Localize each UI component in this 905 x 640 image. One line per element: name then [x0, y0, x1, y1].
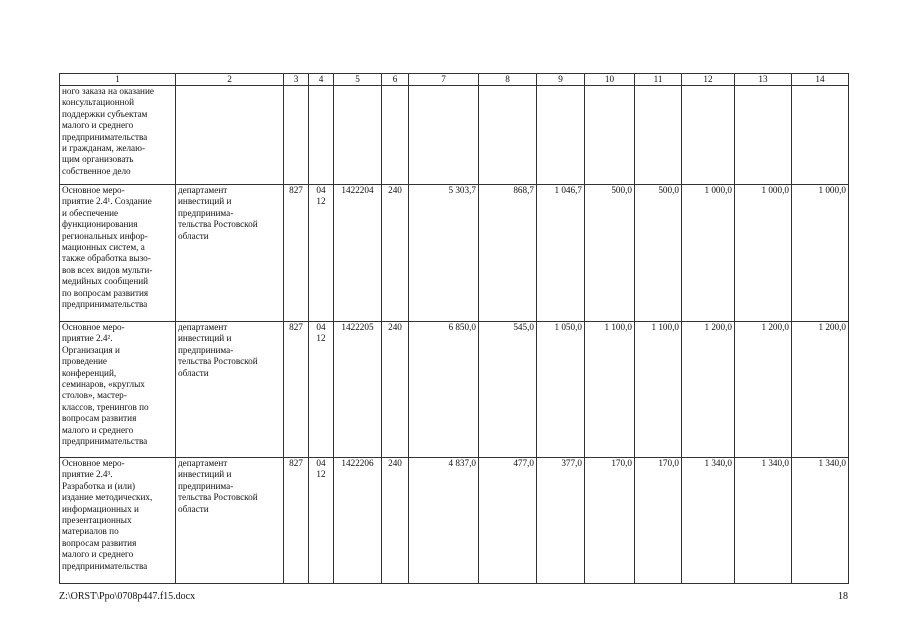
column-header: 3	[284, 74, 309, 86]
year-value-cell	[479, 86, 537, 185]
column-header: 2	[176, 74, 284, 86]
total-cell	[409, 86, 479, 185]
year-value-cell	[537, 86, 585, 185]
total-cell: 6 850,0	[409, 322, 479, 458]
activity-name-cell: Основное меро- приятие 2.4¹. Создание и обеспечение функционирования региональных инфор- мационных систем, а также обработка вызо- вов всех видов мульти- медийных сообщений по вопросам развития предпринимательства	[60, 185, 176, 322]
column-header: 11	[635, 74, 682, 86]
executor-cell: департамент инвестиций и предпринима- тельства Ростовской области	[176, 458, 284, 584]
executor-cell: департамент инвестиций и предпринима- тельства Ростовской области	[176, 185, 284, 322]
year-value-cell: 1 340,0	[682, 458, 735, 584]
column-header: 1	[60, 74, 176, 86]
column-header: 14	[792, 74, 849, 86]
expense-type-cell	[382, 86, 409, 185]
footer-file-path: Z:\ORST\Ppo\0708p447.f15.docx	[59, 591, 196, 602]
year-value-cell: 1 100,0	[585, 322, 635, 458]
expense-type-cell: 240	[382, 322, 409, 458]
column-header: 12	[682, 74, 735, 86]
year-value-cell	[735, 86, 792, 185]
column-header: 7	[409, 74, 479, 86]
year-value-cell: 377,0	[537, 458, 585, 584]
year-value-cell	[635, 86, 682, 185]
column-header: 13	[735, 74, 792, 86]
year-value-cell: 868,7	[479, 185, 537, 322]
page-number: 18	[838, 591, 848, 602]
section-cell	[309, 86, 334, 185]
table-row	[60, 458, 849, 584]
target-article-cell: 1422204	[334, 185, 382, 322]
activity-name-cell: ного заказа на оказание консультационной поддержки субъектам малого и среднего предпринимательства и гражданам, желаю- щим организовать собственное дело	[60, 86, 176, 185]
table-row	[60, 322, 849, 458]
executor-cell	[176, 86, 284, 185]
column-header: 10	[585, 74, 635, 86]
year-value-cell: 1 046,7	[537, 185, 585, 322]
grbs-cell: 827	[284, 185, 309, 322]
expense-type-cell: 240	[382, 458, 409, 584]
year-value-cell: 1 000,0	[682, 185, 735, 322]
budget-table	[59, 73, 849, 584]
year-value-cell: 1 340,0	[792, 458, 849, 584]
year-value-cell: 1 200,0	[735, 322, 792, 458]
section-cell: 04 12	[309, 322, 334, 458]
target-article-cell: 1422205	[334, 322, 382, 458]
column-header: 5	[334, 74, 382, 86]
year-value-cell	[792, 86, 849, 185]
column-header: 6	[382, 74, 409, 86]
total-cell: 5 303,7	[409, 185, 479, 322]
section-cell: 04 12	[309, 458, 334, 584]
year-value-cell: 500,0	[635, 185, 682, 322]
year-value-cell: 545,0	[479, 322, 537, 458]
year-value-cell: 1 000,0	[735, 185, 792, 322]
year-value-cell: 1 050,0	[537, 322, 585, 458]
year-value-cell: 500,0	[585, 185, 635, 322]
year-value-cell: 1 100,0	[635, 322, 682, 458]
executor-cell: департамент инвестиций и предпринима- тельства Ростовской области	[176, 322, 284, 458]
table-row	[60, 86, 849, 185]
grbs-cell: 827	[284, 458, 309, 584]
year-value-cell: 170,0	[585, 458, 635, 584]
year-value-cell	[682, 86, 735, 185]
target-article-cell	[334, 86, 382, 185]
year-value-cell: 1 200,0	[682, 322, 735, 458]
table-row	[60, 185, 849, 322]
column-header: 8	[479, 74, 537, 86]
year-value-cell: 477,0	[479, 458, 537, 584]
section-cell: 04 12	[309, 185, 334, 322]
year-value-cell: 1 000,0	[792, 185, 849, 322]
target-article-cell: 1422206	[334, 458, 382, 584]
column-header: 9	[537, 74, 585, 86]
expense-type-cell: 240	[382, 185, 409, 322]
header-row	[60, 74, 849, 86]
year-value-cell	[585, 86, 635, 185]
column-header: 4	[309, 74, 334, 86]
year-value-cell: 170,0	[635, 458, 682, 584]
grbs-cell: 827	[284, 322, 309, 458]
year-value-cell: 1 340,0	[735, 458, 792, 584]
activity-name-cell: Основное меро- приятие 2.4³. Разработка и (или) издание методических, информационных и презентационных материалов по вопросам развития малого и среднего предпринимательства	[60, 458, 176, 584]
activity-name-cell: Основное меро- приятие 2.4². Организация и проведение конференций, семинаров, «круглых столов», мастер- классов, тренингов по вопросам развития малого и среднего предпринимательства	[60, 322, 176, 458]
total-cell: 4 837,0	[409, 458, 479, 584]
year-value-cell: 1 200,0	[792, 322, 849, 458]
grbs-cell	[284, 86, 309, 185]
